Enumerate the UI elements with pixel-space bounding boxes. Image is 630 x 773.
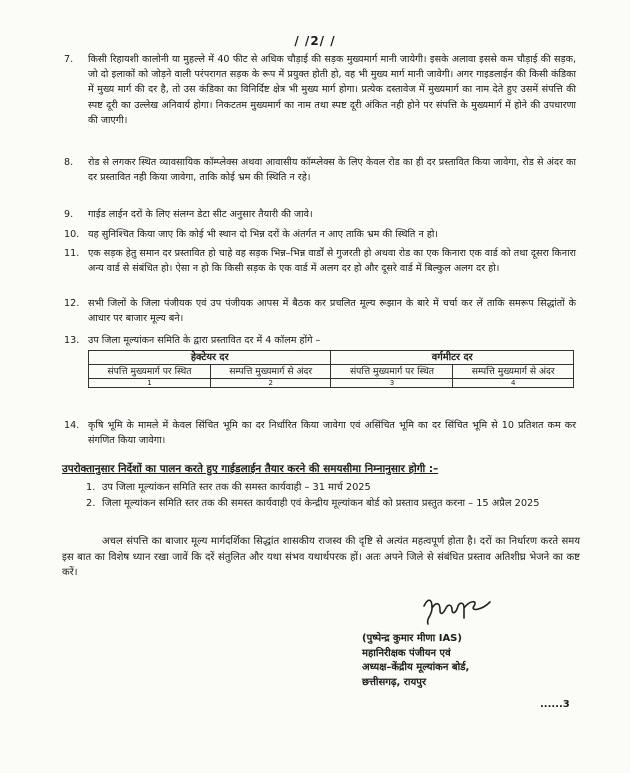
list-item [64,418,576,450]
timeline-item [86,496,576,528]
signatory-designation: अध्यक्ष–केंद्रीय मूल्यांकन बोर्ड, [362,662,470,674]
signatory-block [362,632,562,690]
page-number-header: / /2/ / [294,34,336,48]
list-item [64,333,576,349]
timeline-number: 2. [86,498,96,509]
table-column-index: 3 [331,379,453,388]
signatory-designation: महानिरीक्षक पंजीयन एवं [362,647,451,659]
timeline-text: उप जिला मूल्यांकन समिति स्तर तक की समस्त कार्यवाही – 31 मार्च 2025 [102,482,371,493]
timeline-heading: उपरोक्तानुसार निर्देशों का पालन करते हुए गाईडलाईन तैयार करने की समयसीमा निम्नानुसार होगी :– [62,463,439,475]
item-text: सभी जिलों के जिला पंजीयक एवं उप पंजीयक आपस में बैठक कर प्रचलित मूल्य रूझान के बारे में चर्चा कर लें ताकि समरूप सिद्धांतों के आधार पर बाजार मूल्य बने। [88,298,576,325]
next-page-mark: ......3 [540,699,570,710]
list-item [64,246,576,292]
table-group-header: वर्गमीटर दर [331,351,574,365]
item-text: कृषि भूमि के मामले में केवल सिंचित भूमि का दर निर्धारित किया जावेगा एवं असिंचित भूमि का दर सिंचित भूमि से 10 प्रतिशत कम कर संगणित किया जावेगा। [88,420,576,447]
item-number: 12. [64,298,80,309]
list-item [64,207,576,223]
item-text: रोड से लगकर स्थित व्यावसायिक कॉम्प्लेक्स अथवा आवासीय कॉम्प्लेक्स के लिए केवल रोड का ही दर प्रस्तावित किया जावेगा, रोड से अंदर का दर प्रस्तावित नही किया जावेगा, ताकि कोई भ्रम की स्थिति न रहे। [88,157,576,184]
table-group-header: हेक्टेयर दर [89,351,331,365]
item-number: 8. [64,157,74,168]
table-column-header: सम्पत्ति मुख्यमार्ग से अंदर [453,365,574,379]
table-column-header: सम्पत्ति मुख्यमार्ग से अंदर [210,365,331,379]
item-number: 7. [64,54,74,65]
table-column-index: 4 [453,379,574,388]
list-item [64,227,576,243]
list-item [64,296,576,328]
item-number: 11. [64,248,80,259]
item-number: 13. [64,335,80,346]
handwritten-signature [418,596,498,632]
item-text: गाईड लाईन दरों के लिए संलग्न डेटा सीट अनुसार तैयारी की जावे। [88,209,313,220]
timeline-number: 1. [86,482,96,493]
table-column-index: 1 [89,379,211,388]
table-column-header: संपत्ति मुख्यमार्ग पर स्थित [89,365,211,379]
rate-columns-table [88,350,574,388]
signatory-location: छत्तीसगढ़, रायपुर [362,676,427,688]
table-column-header: संपत्ति मुख्यमार्ग पर स्थित [331,365,453,379]
item-text: एक सड़क हेतु समान दर प्रस्तावित हो चाहे वह सड़क भिन्न–भिन्न वार्डों से गुजरती हो अथवा रोड का एक किनारा एक वार्ड को तथा दूसरा किनारा अन्य वार्ड से संबंधित हो। ऐसा न हो कि किसी सड़क के एक वार्ड में अलग दर हो और दूसरे वार्ड में बिल्कुल अलग दर हो। [88,248,576,275]
item-number: 14. [64,420,80,431]
closing-paragraph: अचल संपत्ति का बाजार मूल्य मार्गदर्शिका सिद्धांत शासकीय राजस्व की दृष्टि से अत्यंत महत्वपूर्ण होता है। दरों का निर्धारण करते समय इस बात का विशेष ध्यान रखा जावें कि दरें संतुलित और यथा संभव यथार्थपरक हों। अतः अपने जिले से संबंधित प्रस्ताव अतिशीघ्र भेजने का कष्ट करें। [62,536,580,579]
timeline-text: जिला मूल्यांकन समिति स्तर तक की समस्त कार्यवाही एवं केन्द्रीय मूल्यांकन बोर्ड को प्रस्ताव प्रस्तुत करना – 15 अप्रैल 2025 [102,498,540,509]
item-number: 9. [64,209,74,220]
item-number: 10. [64,229,80,240]
item-text: किसी रिहायशी कालोनी या मुहल्ले में 40 फीट से अधिक चौड़ाई की सड़क मुख्यमार्ग मानी जायेगी। इसके अलावा इससे कम चौड़ाई की सड़क, जो दो इलाकों को जोड़ने वाली परंपरागत सड़क के रूप में प्रयुक्त होती हो, वह भी मुख्य मार्ग मानी जावेगी। अगर गाइडलाईन की किसी कंडिका में मुख्य मार्ग की दर है, तो उस कंडिका का विनिर्दिष्ट क्षेत्र भी मुख्य मार्ग होगा। प्रत्येक दस्तावेज में मुख्यमार्ग का नाम देते हुए उसमें संपत्ति की स्पष्ट दूरी का उल्लेख अनिवार्य होगा। निकटतम मुख्यमार्ग का नाम तथा स्पष्ट दूरी अंकित नही होने पर संपत्ति के मुख्यमार्ग में होने की उपधारणा की जाएगी। [88,54,576,126]
item-text: उप जिला मूल्यांकन समिति के द्वारा प्रस्तावित दर में 4 कॉलम होंगे – [88,335,321,346]
timeline-item [86,480,576,496]
item-text: यह सुनिश्चित किया जाए कि कोई भी स्थान दो भिन्न दरों के अंतर्गत न आए ताकि भ्रम की स्थिति न हो। [88,229,439,240]
list-item [64,52,576,148]
list-item [64,155,576,201]
table-column-index: 2 [210,379,331,388]
signatory-name: (पुष्पेन्द्र कुमार मीणा IAS) [362,633,462,644]
